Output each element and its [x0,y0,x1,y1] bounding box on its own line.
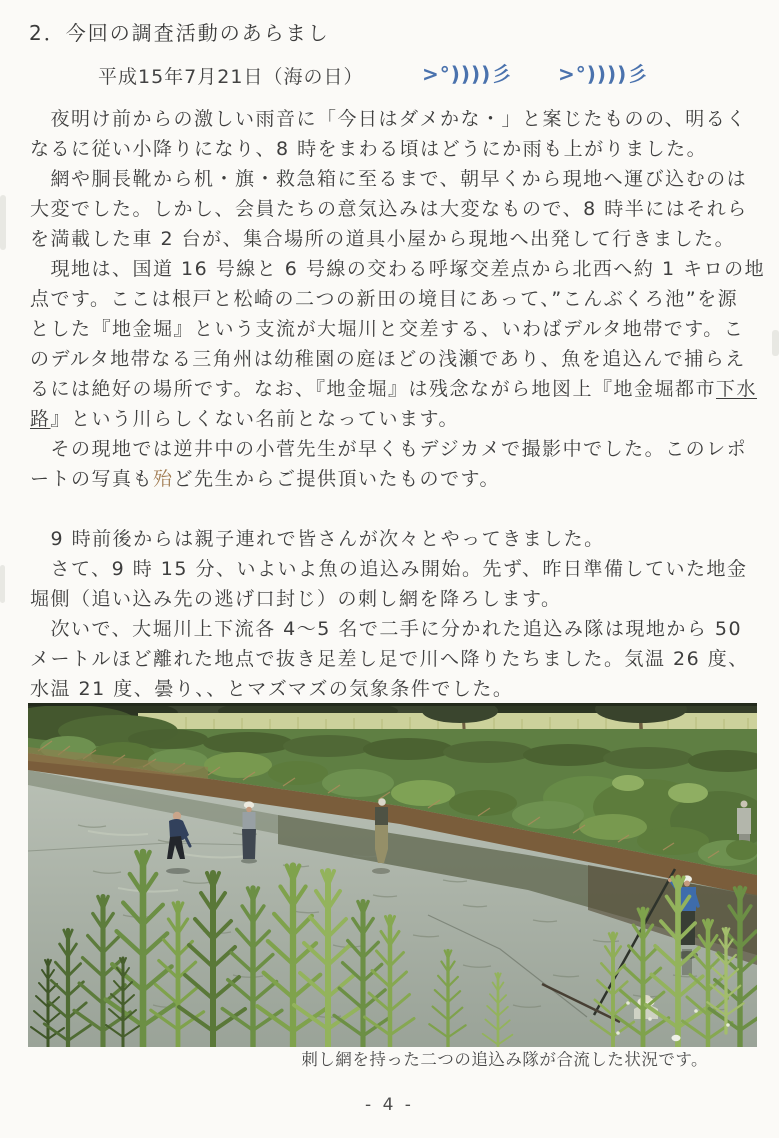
text-line [30,374,757,404]
text-line: 点です。ここは根戸と松崎の二つの新田の境目にあって、”こんぶくろ池”を源 [30,288,739,310]
photo-caption: 刺し網を持った二つの追込み隊が合流した状況です。 [301,1050,708,1069]
text-line: 9 時前後からは親子連れで皆さんが次々とやってきました。 [30,528,605,550]
scan-artifact [772,330,779,356]
text-line: 大変でした。しかし、会員たちの意気込みは大変なもので、8 時半にはそれら [30,198,748,220]
fish-emoticon: >°))))彡 [558,62,649,86]
underlined-text: 下水 [715,378,757,400]
fish-emoticon: >°))))彡 [422,62,513,86]
text-line: 現地は、国道 16 号線と 6 号線の交わる呼塚交差点から北西へ約 1 キロの地 [30,258,766,280]
page-number: - 4 - [365,1095,414,1115]
text-segment: ートの写真も [30,468,154,490]
scan-artifact [0,195,6,250]
date-line: 平成15年7月21日（海の日） [98,66,364,88]
text-segment: ど先生からご提供頂いたものです。 [173,468,501,490]
text-line: とした『地金堀』という支流が大堀川と交差する、いわばデルタ地帯です。こ [30,318,745,340]
text-line: 次いで、大堀川上下流各 4～5 名で二手に分かれた追込み隊は現地から 50 [30,618,743,640]
text-line: なるに従い小降りになり、8 時をまわる頃はどうにか雨も上がりました。 [30,138,708,160]
body-text [30,104,766,704]
text-segment: 』という川らしくない名前となっています。 [50,408,459,430]
river-photo-illustration [28,703,757,1047]
text-line: 水温 21 度、曇り、、とマズマズの気象条件でした。 [30,678,514,700]
section-heading: 2．今回の調査活動のあらまし [29,21,330,45]
text-line: 堀側（追い込み先の逃げ口封じ）の刺し網を降ろします。 [30,588,562,610]
text-segment: るには絶好の場所です。なお、『地金堀』は残念ながら地図上『地金堀都市 [30,378,716,400]
text-line: のデルタ地帯なる三角州は幼稚園の庭ほどの浅瀬であり、魚を追込んで捕らえ [30,348,746,370]
text-line: を満載した車 2 台が、集合場所の道具小屋から現地へ出発して行きました。 [30,228,736,250]
text-line [30,404,754,434]
text-line: さて、9 時 15 分、いよいよ魚の追込み開始。先ず、昨日準備していた地金 [30,558,748,580]
text-line: 夜明け前からの激しい雨音に「今日はダメかな・」と案じたものの、明るく [30,108,747,130]
faded-character: 殆 [153,468,174,490]
blank-line [30,494,754,524]
text-line [30,464,754,494]
white-object [672,1035,681,1041]
text-line: メートルほど離れた地点で抜き足差し足で川へ降りたちました。気温 26 度、 [30,648,749,670]
photo-top-edge [28,703,757,706]
river-photo [28,703,757,1047]
underlined-text: 路 [30,408,51,430]
text-line: その現地では逆井中の小菅先生が早くもデジカメで撮影中でした。このレポ [30,438,748,460]
scan-artifact [0,565,5,603]
text-line: 網や胴長靴から机・旗・救急箱に至るまで、朝早くから現地へ運び込むのは [30,168,748,190]
